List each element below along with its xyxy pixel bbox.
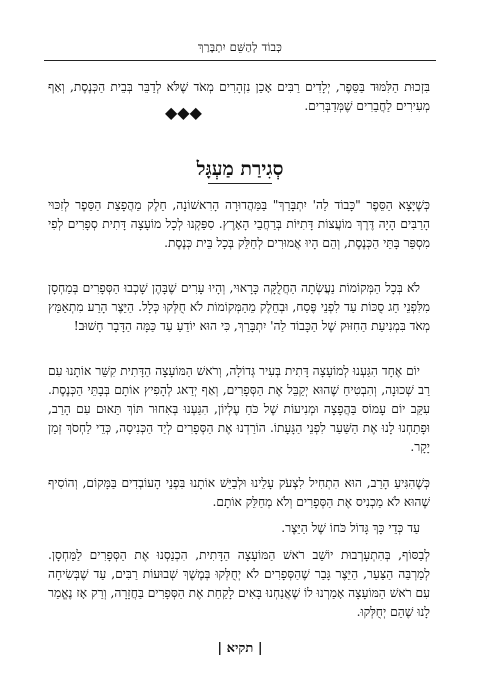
section-paragraph-2 bbox=[48, 279, 430, 336]
body-paragraph: לְבַסּוֹף, בְּהִתְעָרְבוּת יוֹשֵׁב רֹאשׁ הַמּוֹעָצָה הַדָּתִית, הִכְנַסְנוּ אֶת הַסְּפָרִים לַמַּחְסָן. לְמַרְבֵּה הַצַּעַר, הַיֵּצֶר גָּבַר שֶׁהַסְּפָרִים לֹא יְחֻלְּקוּ בְּמֶשֶׁךְ שְׁבוּעוֹת רַבִּים, עַד שֶׁבְּשִׂיחָה עִם רֹאשׁ הַמּוֹעָצָה אָמַרְנוּ לוֹ שֶׁאֲנַחְנוּ בָּאִים לָקַחַת אֶת הַסְּפָרִים בַּחֲזָרָה, וְרַק אָז נֶאֱמַר לָנוּ שֶׁהֵם יְחֻלְּקוּ. bbox=[48, 548, 430, 619]
page-number: | תקיא | bbox=[217, 641, 263, 656]
intro-paragraph: בִּזְכוּת הַלִּמּוּד בַּסֵּפֶר, יְלָדִים רַבִּים אָכֵן נִזְהָרִים מְאֹד שֶׁלֹּא לְדַבֵּר בְּבֵית הַכְּנֶסֶת, וְאַף מְעִירִים לַחֲבֵרִים שֶׁמְּדַבְּרִים. bbox=[48, 80, 430, 113]
body-paragraph: כְּשֶׁיָּצָא הַסֵּפֶר "כָּבוֹד לַה' יִתְבָּרַךְ" בַּמַּהֲדוּרָה הָרִאשׁוֹנָה, חֵלֶק מֵהֲפָצַת הַסֵּפֶר לְזִכּוּי הָרַבִּים הָיָה דֶּרֶךְ מוֹעֲצוֹת דָּתִיּוֹת בְּרַחֲבֵי הָאָרֶץ. סִפַּקְנוּ לְכָל מוֹעָצָה דָּתִית סְפָרִים לְפִי מִסְפַּר בָּתֵּי הַכְּנֶסֶת, וְהֵם הָיוּ אֲמוּרִים לְחַלֵּק בְּכָל בֵּית כְּנֶסֶת. bbox=[48, 198, 430, 250]
section-paragraph-1 bbox=[48, 196, 430, 253]
running-header: כְּבוֹד לְהַשֵּׁם יִתְבָּרַךְ bbox=[197, 40, 283, 54]
section-paragraph-6 bbox=[48, 546, 430, 622]
section-paragraph-5 bbox=[48, 519, 430, 538]
section-paragraph-4 bbox=[48, 474, 430, 512]
section-divider-ornament: ◆◆◆ bbox=[165, 103, 202, 122]
body-paragraph: כְּשֶׁהִגִּיעַ הָרַב, הוּא הִתְחִיל לִצְעֹק עָלֵינוּ וּלְבַיֵּשׁ אוֹתָנוּ בִּפְנֵי הָעוֹבְדִים בַּמָּקוֹם, וְהוֹסִיף שֶׁהוּא לֹא מַכְנִיס אֶת הַסְּפָרִים וְלֹא מְחַלֵּק אוֹתָם. bbox=[48, 476, 430, 509]
section-paragraph-3 bbox=[48, 362, 430, 457]
section-title: סְגִירַת מַעְגָּל bbox=[196, 158, 284, 180]
body-paragraph: לֹא בְּכָל הַמְּקוֹמוֹת נַעֲשְׂתָה הַחֲלֻקָּה כָּרָאוּי, וְהָיוּ עָרִים שֶׁבָּהֶן שָׁכְבוּ הַסְּפָרִים בְּמַחְסָן מִלִּפְנֵי חַג סֻכּוֹת עַד לִפְנֵי פֶּסַח, וּבְחֵלֶק מֵהַמְּקוֹמוֹת לֹא חֻלְּקוּ כְּלָל. הַיֵּצֶר הָרַע מִתְאַמֵּץ מְאֹד בִּמְנִיעַת הַחִזּוּק שֶׁל הַכָּבוֹד לַה' יִתְבָּרַךְ, כִּי הוּא יוֹדֵעַ עַד כַּמָּה הַדָּבָר חָשׁוּב! bbox=[48, 281, 430, 333]
body-paragraph: יוֹם אֶחָד הִגַּעְנוּ לְמוֹעָצָה דָּתִית בְּעִיר גְּדוֹלָה, וְרֹאשׁ הַמּוֹעָצָה הַדָּתִית קִשֵּׁר אוֹתָנוּ עִם רַב שְׁכוּנָה, וְהִבְטִיחַ שֶׁהוּא יְקַבֵּל אֶת הַסְּפָרִים, וְאַף יְדַאג לְהָפִיץ אוֹתָם בְּבָתֵּי הַכְּנֶסֶת. עִקֵּב יוֹם עָמוֹס בַּהֲפָצָה וּמְנִיעוֹת שֶׁל כֹּחַ עֶלְיוֹן, הִגַּעְנוּ בְּאִחוּר תּוֹךְ תֵּאוּם עִם הָרַב, וּפָתַחְנוּ לָנוּ אֶת הַשַּׁעַר לִפְנֵי הַגָּעָתוֹ. הוֹרַדְנוּ אֶת הַסְּפָרִים לְיַד הַכְּנִיסָה, כְּדֵי לַחְסֹךְ זְמַן יָקָר. bbox=[48, 364, 430, 454]
title-underline bbox=[208, 183, 272, 184]
body-paragraph: עַד כְּדֵי כָּךְ גָּדוֹל כֹּחוֹ שֶׁל הַיֵּצֶר. bbox=[281, 521, 420, 535]
intro-paragraph-block bbox=[48, 78, 430, 116]
header-rule bbox=[44, 60, 436, 61]
